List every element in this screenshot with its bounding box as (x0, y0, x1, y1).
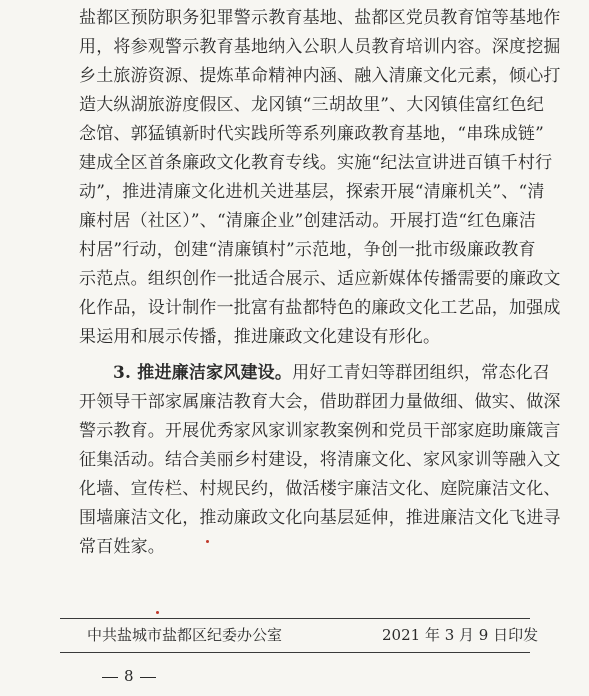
body-line: 建成全区首条廉政文化教育专线。实施“纪法宣讲进百镇千村行 (79, 153, 553, 173)
body-line: 开领导干部家属廉洁教育大会，借助群团力量做细、做实、做深 (79, 392, 561, 412)
body-line: 警示教育。开展优秀家风家训家教案例和党员干部家庭助廉箴言 (79, 421, 561, 441)
body-line: 造大纵湖旅游度假区、龙冈镇“三胡故里”、大冈镇佳富红色纪 (79, 95, 544, 115)
body-line: 围墙廉洁文化，推动廉政文化向基层延伸，推进廉洁文化飞进寻 (79, 508, 561, 528)
scan-speck (206, 540, 209, 543)
issuer-text: 中共盐城市盐都区纪委办公室 (87, 626, 283, 644)
dash-right (140, 677, 156, 678)
section-3-heading: 3. 推进廉洁家风建设。 (113, 363, 293, 383)
body-line: 廉村居（社区）”、“清廉企业”创建活动。开展打造“红色廉洁 (79, 211, 537, 231)
body-line: 果运用和展示传播，推进廉政文化建设有形化。 (79, 327, 441, 347)
footer-top-rule (60, 618, 530, 619)
scan-speck (156, 611, 159, 614)
body-line: 村居”行动，创建“清廉镇村”示范地，争创一批市级廉政教育 (79, 240, 536, 260)
footer-bottom-rule (60, 652, 530, 653)
issue-date: 2021 年 3 月 9 日印发 (382, 626, 539, 644)
body-line: 盐都区预防职务犯罪警示教育基地、盐都区党员教育馆等基地作 (79, 8, 561, 28)
body-line: 念馆、郭猛镇新时代实践所等系列廉政教育基地，“串珠成链” (79, 124, 544, 144)
section-3-first-line (113, 363, 551, 383)
body-line: 化墙、宣传栏、村规民约，做活楼宇廉洁文化、庭院廉洁文化、 (79, 479, 561, 499)
body-line: 乡土旅游资源、提炼革命精神内涵、融入清廉文化元素，倾心打 (79, 66, 561, 86)
body-line: 常百姓家。 (79, 537, 165, 557)
body-line: 征集活动。结合美丽乡村建设，将清廉文化、家风家训等融入文 (79, 450, 561, 470)
body-line: 用，将参观警示教育基地纳入公职人员教育培训内容。深度挖掘 (79, 37, 561, 57)
page-number-value: 8 (124, 667, 134, 685)
page-number (96, 667, 162, 685)
body-line: 示范点。组织创作一批适合展示、适应新媒体传播需要的廉政文 (79, 269, 561, 289)
section-3-first-line-text: 用好工青妇等群团组织，常态化召 (292, 363, 551, 383)
body-line: 化作品，设计制作一批富有盐都特色的廉政文化工艺品，加强成 (79, 298, 561, 318)
body-line: 动”，推进清廉文化进机关进基层，探索开展“清廉机关”、“清 (79, 182, 545, 202)
dash-left (102, 677, 118, 678)
